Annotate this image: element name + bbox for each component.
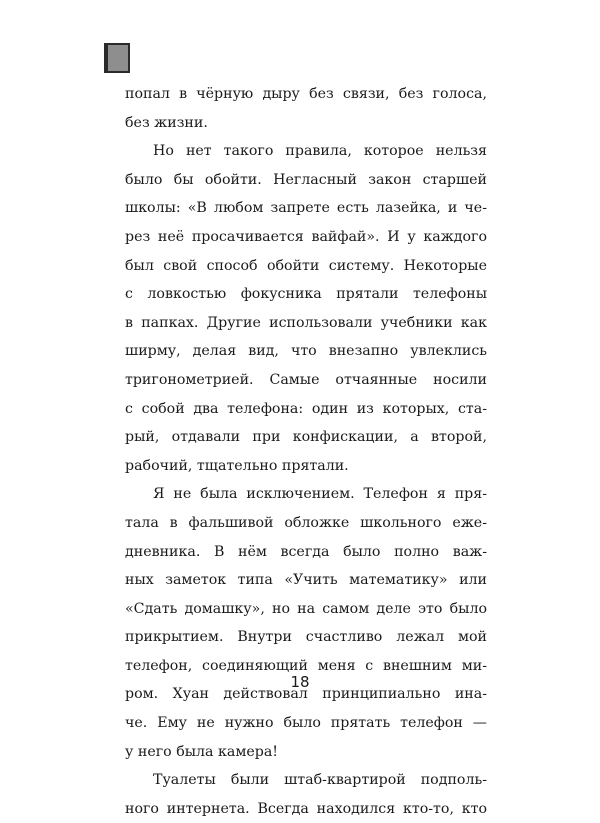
text-line: с собой два телефона: один из которых, ста- [125,400,487,417]
text-line: ных заметок типа «Учить математику» или [125,572,487,589]
text-line: «Сдать домашку», но на самом деле это было [125,600,487,617]
text-line: в папках. Другие использовали учебники как [125,314,487,331]
text-line: Туалеты были штаб-квартирой подполь- [153,772,487,789]
text-line: тала в фальшивой обложке школьного еже- [125,514,487,531]
text-line: прикрытием. Внутри счастливо лежал мой [125,629,487,646]
text-line: рабочий, тщательно прятали. [125,457,349,474]
text-line: Но нет такого правила, которое нельзя [153,143,487,160]
text-line: ром. Хуан действовал принципиально ина- [125,686,487,703]
text-line: тригонометрией. Самые отчаянные носили [125,371,487,388]
text-line: было бы обойти. Негласный закон старшей [125,171,487,188]
page-text [125,80,487,823]
text-line: телефон, соединяющий меня с внешним ми- [125,657,487,674]
text-line: у него была камера! [125,743,279,760]
book-icon [104,43,130,73]
text-line: попал в чёрную дыру без связи, без голоса, [125,86,487,102]
text-line: школы: «В любом запрете есть лазейка, и че- [125,200,487,217]
page-number: 18 [290,673,310,691]
text-line: рез неё просачивается вайфай». И у каждого [125,228,487,245]
text-line: был свой способ обойти систему. Некоторые [125,257,487,274]
text-line: ширму, делая вид, что внезапно увлеклись [125,343,487,360]
text-line: рый, отдавали при конфискации, а второй, [125,429,487,446]
text-line: ного интернета. Всегда находился кто-то, кто [125,800,487,817]
text-line: че. Ему не нужно было прятать телефон — [125,715,487,732]
text-line: дневника. В нём всегда было полно важ- [125,543,487,560]
text-line: с ловкостью фокусника прятали телефоны [125,286,487,303]
text-line: без жизни. [125,114,208,131]
text-line: Я не была исключением. Телефон я пря- [153,486,487,503]
